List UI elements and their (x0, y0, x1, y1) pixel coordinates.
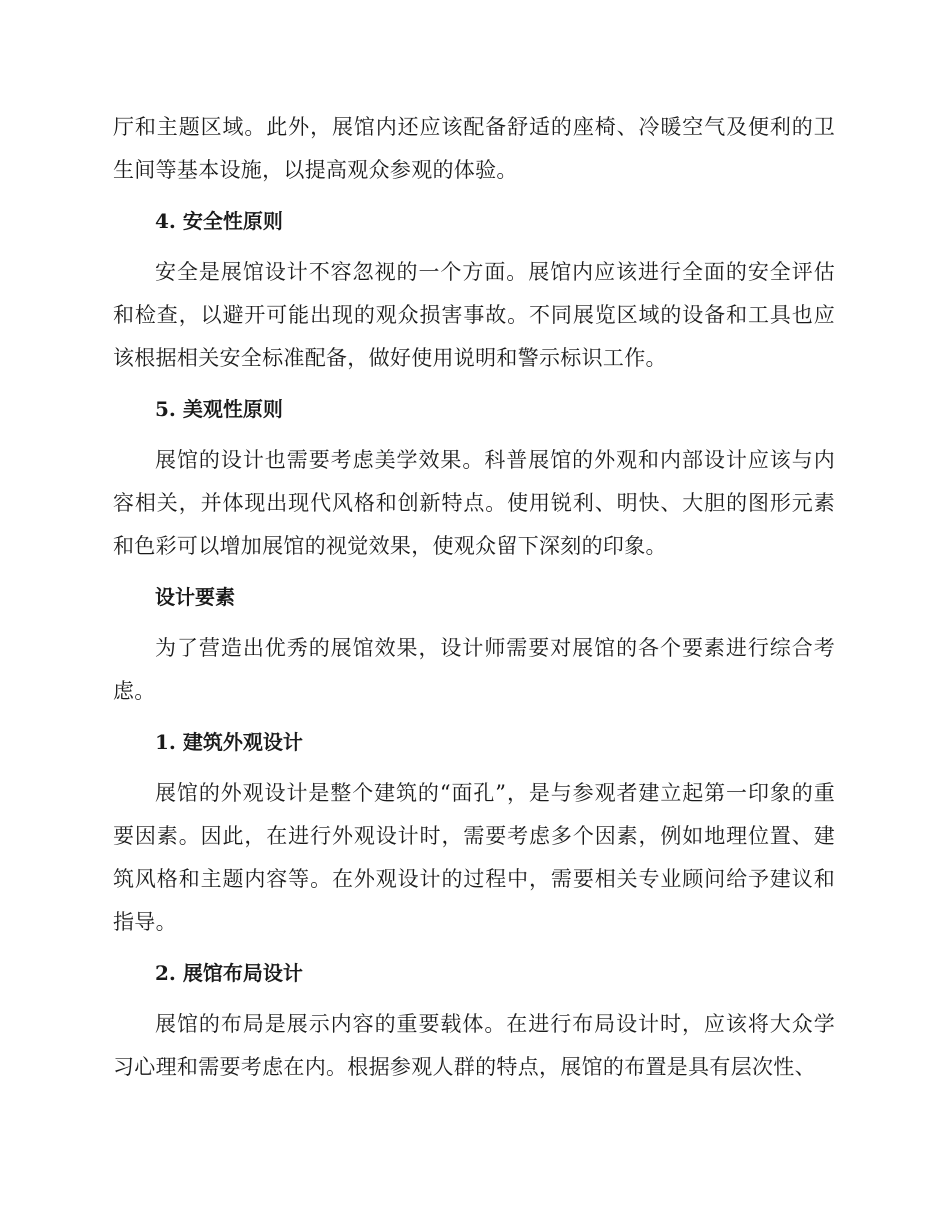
paragraph-continuation: 厅和主题区域。此外，展馆内还应该配备舒适的座椅、冷暖空气及便利的卫生间等基本设施，以提高观众参观的体验。 (113, 115, 835, 182)
paragraph-design-elements: 为了营造出优秀的展馆效果，设计师需要对展馆的各个要素进行综合考虑。 (113, 636, 835, 703)
heading-safety-principle: 4. 安全性原则 (155, 209, 283, 233)
paragraph-aesthetic: 展馆的设计也需要考虑美学效果。科普展馆的外观和内部设计应该与内容相关，并体现出现代风格和创新特点。使用锐利、明快、大胆的图形元素和色彩可以增加展馆的视觉效果，使观众留下深刻的印象。 (113, 448, 835, 558)
heading-design-elements: 设计要素 (155, 585, 235, 609)
heading-exterior-design: 1. 建筑外观设计 (155, 730, 303, 754)
paragraph-layout-design: 展馆的布局是展示内容的重要载体。在进行布局设计时，应该将大众学习心理和需要考虑在内。根据参观人群的特点，展馆的布置是具有层次性、 (113, 1012, 835, 1079)
heading-aesthetic-principle: 5. 美观性原则 (155, 397, 283, 421)
paragraph-safety: 安全是展馆设计不容忽视的一个方面。展馆内应该进行全面的安全评估和检查，以避开可能出现的观众损害事故。不同展览区域的设备和工具也应该根据相关安全标准配备，做好使用说明和警示标识工作。 (113, 260, 835, 370)
heading-layout-design: 2. 展馆布局设计 (155, 961, 303, 985)
paragraph-exterior-design: 展馆的外观设计是整个建筑的“面孔”，是与参观者建立起第一印象的重要因素。因此，在进行外观设计时，需要考虑多个因素，例如地理位置、建筑风格和主题内容等。在外观设计的过程中，需要相关专业顾问给予建议和指导。 (113, 781, 835, 934)
document-body (113, 106, 835, 1089)
